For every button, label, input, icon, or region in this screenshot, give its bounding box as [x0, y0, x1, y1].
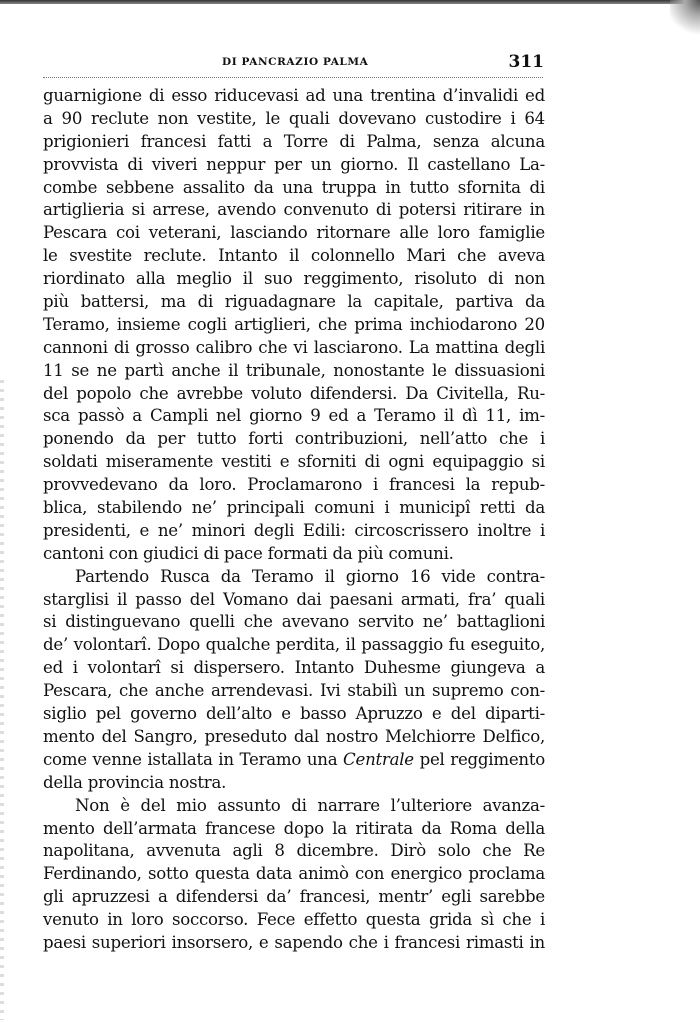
text-line: provvedevano da loro. Proclamarono i francesi la repub-: [43, 475, 545, 495]
text-segment: come venne istallata in Teramo una: [43, 749, 344, 769]
text-line: a 90 reclute non vestite, le quali dovevano custodire i 64: [43, 108, 545, 128]
text-line: Pescara coi veterani, lasciando ritornare alle loro famiglie: [43, 223, 545, 243]
text-line-with-italic: [43, 749, 545, 772]
text-line: sca passò a Campli nel giorno 9 ed a Teramo il dì 11, im-: [43, 406, 545, 426]
page-number: 311: [508, 52, 544, 72]
text-line: provvista di viveri neppur per un giorno. Il castellano La-: [43, 154, 545, 174]
text-line: de’ volontarî. Dopo qualche perdita, il passaggio fu eseguito,: [43, 635, 545, 655]
text-line: siglio pel governo dell’alto e basso Apruzzo e del diparti-: [43, 704, 545, 724]
page-corner-shadow: [670, 0, 700, 40]
text-line: soldati miseramente vestiti e sforniti di ogni equipaggio si: [43, 452, 545, 472]
text-line: artiglieria si arrese, avendo convenuto di potersi ritirare in: [43, 200, 545, 220]
text-line: guarnigione di esso riducevasi ad una trentina d’invalidi ed: [43, 86, 545, 105]
text-line: Ferdinando, sotto questa data animò con energico proclama: [43, 864, 545, 884]
paragraph-end-line: cantoni con giudici di pace formati da più comuni.: [43, 543, 454, 563]
text-line: si distinguevano quelli che avevano servito ne’ battaglioni: [43, 612, 545, 632]
text-line: presidenti, e ne’ minori degli Edili: circoscrissero inoltre i: [43, 520, 545, 540]
paragraph-end-line: della provincia nostra.: [43, 772, 227, 792]
text-line: napolitana, avvenuta agli 8 dicembre. Dirò solo che Re: [43, 841, 545, 861]
text-line: cannoni di grosso calibro che vi lasciarono. La mattina degli: [43, 337, 545, 357]
text-line: combe sebbene assalito da una truppa in tutto sfornita di: [43, 177, 545, 197]
paragraph-start-line: Non è del mio assunto di narrare l’ulteriore avanza-: [75, 795, 545, 815]
running-title: DI PANCRAZIO PALMA: [222, 56, 369, 68]
text-line: mento del Sangro, preseduto dal nostro Melchiorre Delfico,: [43, 726, 545, 746]
paragraph-start-line: Partendo Rusca da Teramo il giorno 16 vide contra-: [75, 566, 545, 586]
italic-term: Centrale: [343, 749, 414, 769]
page-left-edge: [0, 380, 4, 1020]
text-line: riordinato alla meglio il suo reggimento, risoluto di non: [43, 269, 545, 289]
text-line: del popolo che avrebbe voluto difendersi. Da Civitella, Ru-: [43, 383, 545, 403]
text-line: blica, stabilendo ne’ principali comuni i municipî retti da: [43, 498, 545, 518]
text-line: ed i volontarî si dispersero. Intanto Duhesme giungeva a: [43, 658, 545, 678]
page-top-edge: [0, 0, 700, 4]
text-line: mento dell’armata francese dopo la ritirata da Roma della: [43, 818, 545, 838]
header-rule: [43, 77, 543, 78]
text-line: starglisi il passo del Vomano dai paesani armati, fra’ quali: [43, 589, 545, 609]
text-line: gli apruzzesi a difendersi da’ francesi, mentr’ egli sarebbe: [43, 887, 545, 907]
running-head: [43, 52, 545, 74]
text-line: 11 se ne partì anche il tribunale, nonostante le dissuasioni: [43, 360, 545, 380]
body-text: [43, 85, 545, 955]
text-line: prigionieri francesi fatti a Torre di Palma, senza alcuna: [43, 131, 545, 151]
text-line: più battersi, ma di riguadagnare la capitale, partiva da: [43, 292, 545, 312]
text-line: venuto in loro soccorso. Fece effetto questa grida sì che i: [43, 910, 545, 930]
text-line: Pescara, che anche arrendevasi. Ivi stabilì un supremo con-: [43, 681, 545, 701]
text-line: paesi superiori insorsero, e sapendo che i francesi rimasti in: [43, 932, 545, 952]
text-segment: pel reggimento: [413, 749, 545, 769]
text-line: Teramo, insieme cogli artiglieri, che prima inchiodarono 20: [43, 314, 545, 334]
text-line: ponendo da per tutto forti contribuzioni, nell’atto che i: [43, 429, 545, 449]
text-line: le svestite reclute. Intanto il colonnello Mari che aveva: [43, 246, 545, 266]
